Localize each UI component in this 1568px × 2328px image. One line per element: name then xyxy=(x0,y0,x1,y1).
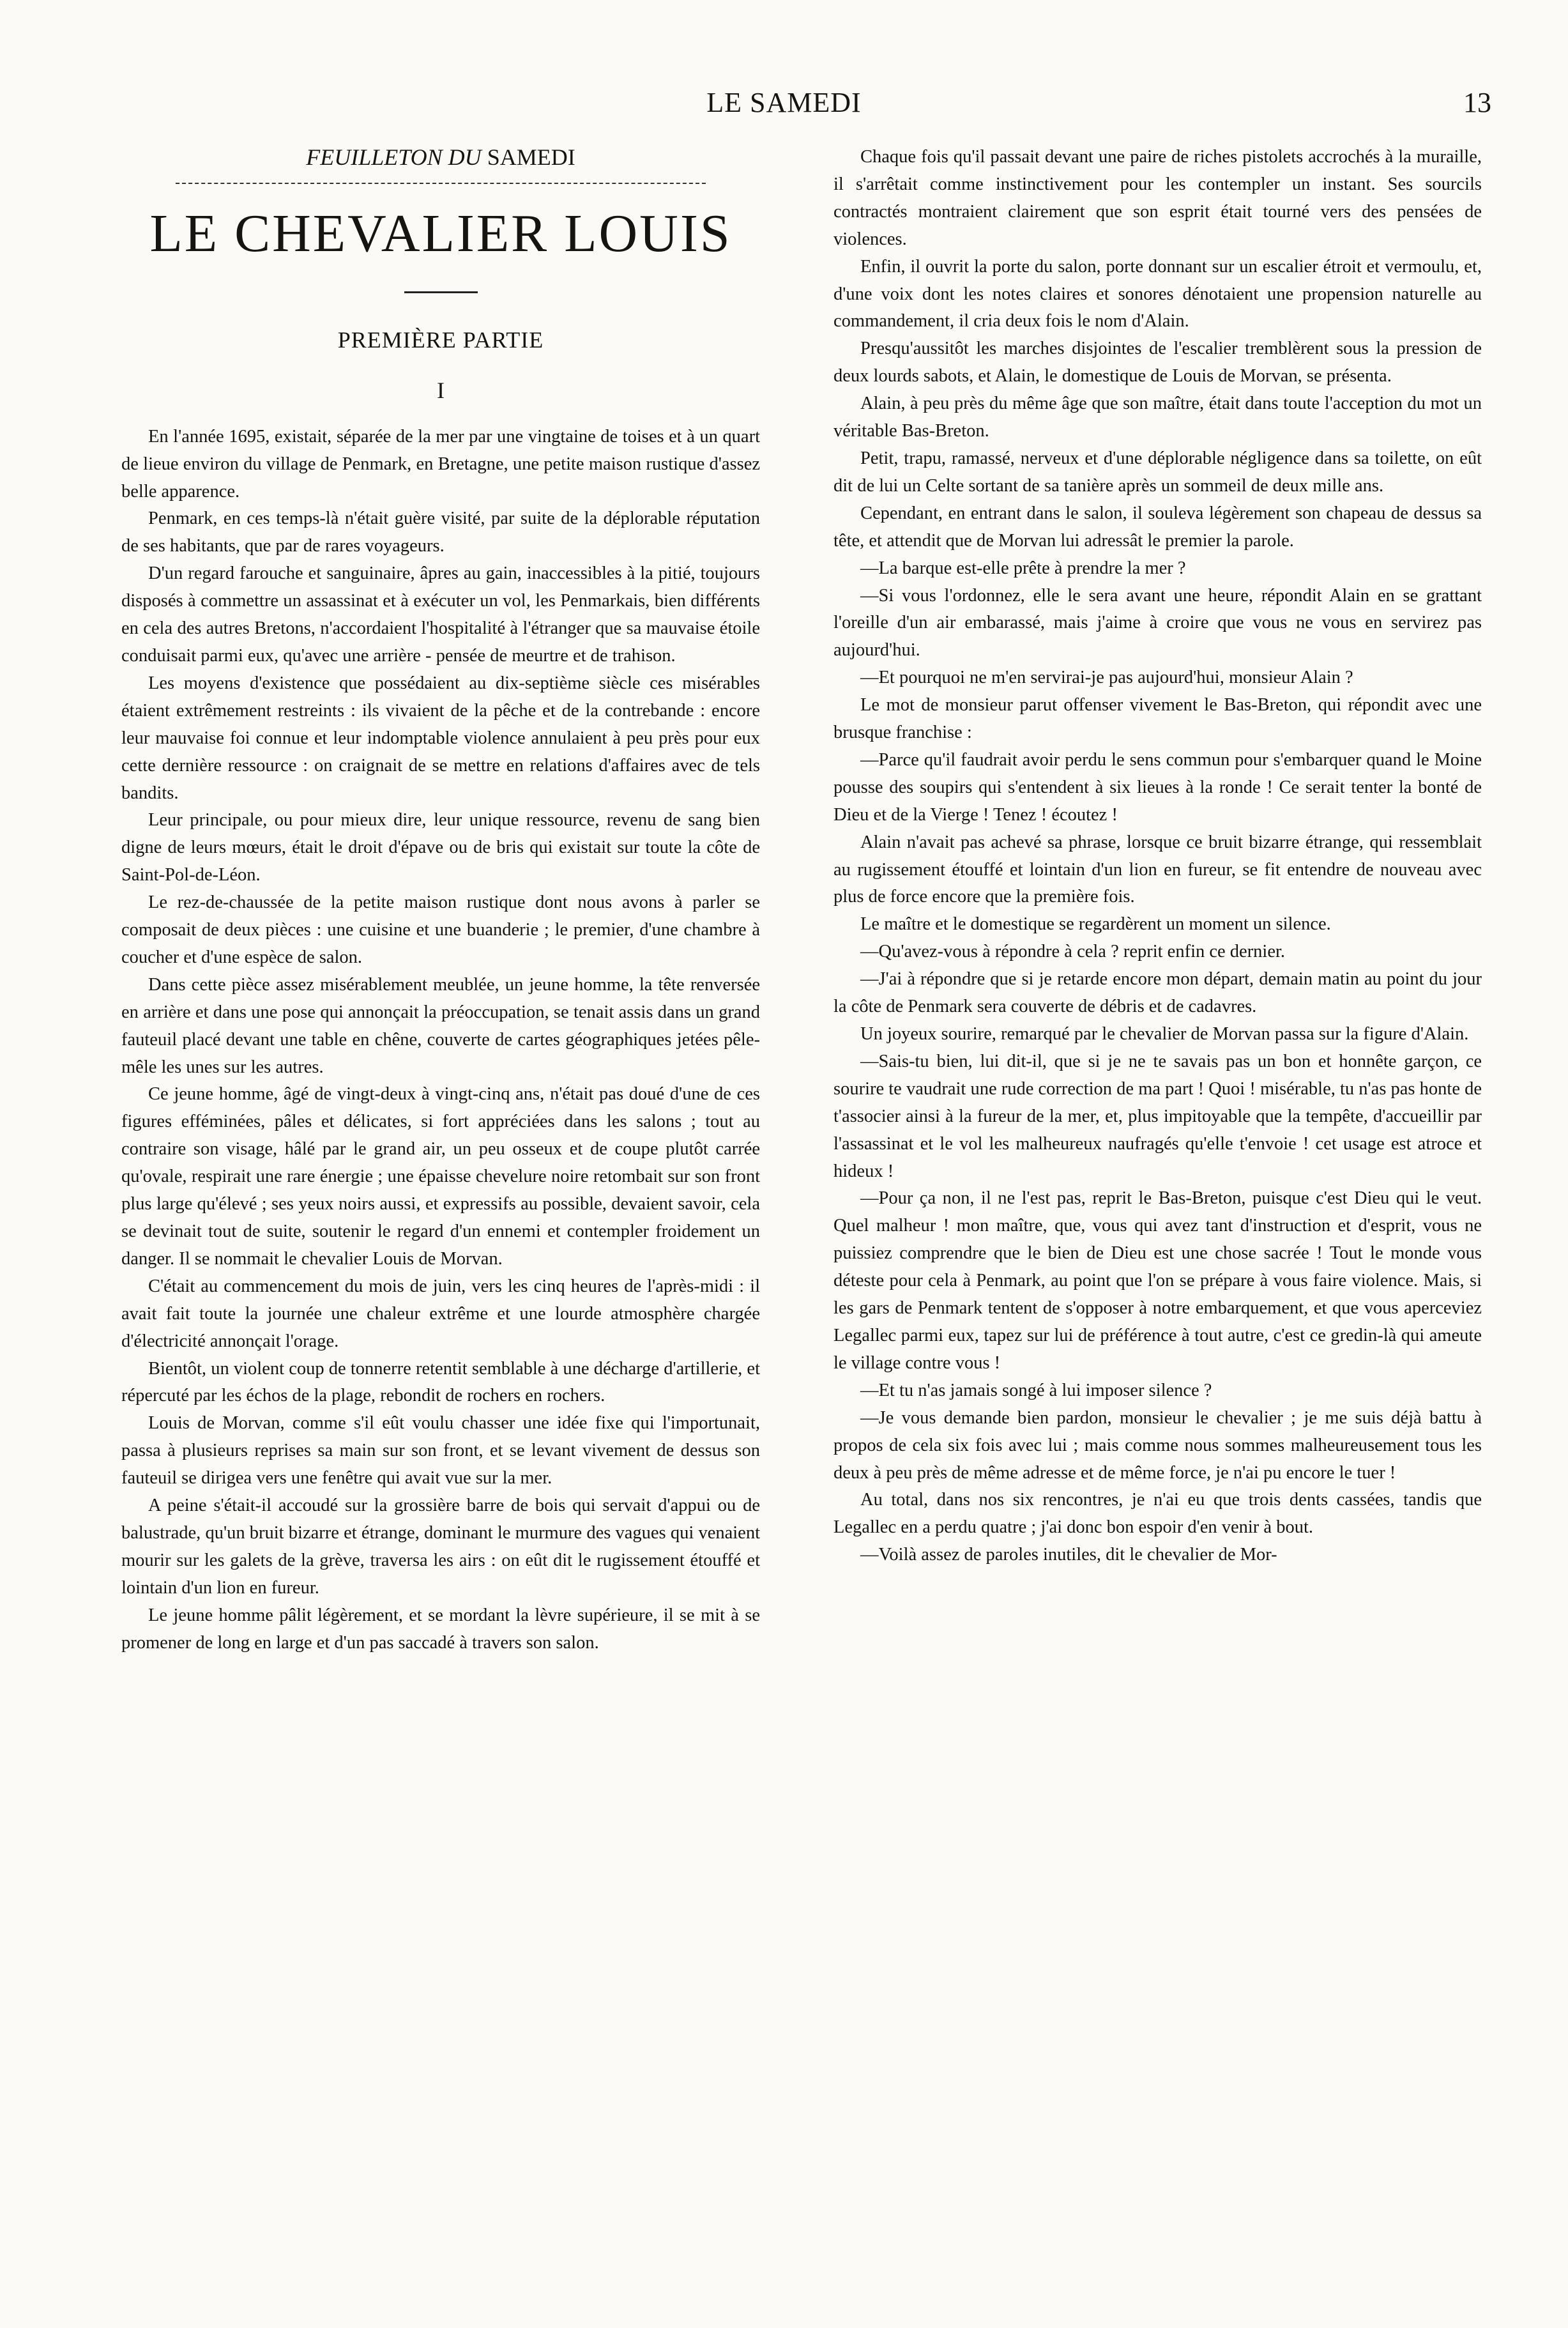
chapter-number: I xyxy=(437,377,445,403)
story-title: LE CHEVALIER LOUIS xyxy=(149,203,732,263)
paragraph: —J'ai à répondre que si je retarde encore mon départ, demain matin au point du jour la côte de Penmark sera couverte de débris et de cadavres. xyxy=(833,969,1482,1017)
paragraph: Un joyeux sourire, remarqué par le chevalier de Morvan passa sur la figure d'Alain. xyxy=(860,1024,1469,1044)
part-title: PREMIÈRE PARTIE xyxy=(337,326,544,353)
paragraph: —La barque est-elle prête à prendre la mer ? xyxy=(860,558,1186,578)
rubric-italic: FEUILLETON DU xyxy=(306,144,482,170)
paragraph: A peine s'était-il accoudé sur la grossière barre de bois qui servait d'appui ou de balustrade, qu'un bruit bizarre et étrange, dominant le murmure des vagues qui venaient mourir sur les galets de la grève, traversa les airs : on eût dit le rugissement étouffé et lointain d'un lion en fureur. xyxy=(121,1496,760,1598)
paragraph: Les moyens d'existence que possédaient au dix-septième siècle ces misérables étaient extrêmement restreints : ils vivaient de la pêche et de la contrebande : encore leur mauvaise foi connue et leur indomptable violence annulaient à peu près pour eux cette dernière ressource : on craignait de se mettre en relations d'affaires avec de tels bandits. xyxy=(121,673,760,803)
paragraph: Au total, dans nos six rencontres, je n'ai eu que trois dents cassées, tandis que Legallec en a perdu quatre ; j'ai donc bon espoir d'en venir à bout. xyxy=(833,1490,1482,1538)
paragraph: Le jeune homme pâlit légèrement, et se mordant la lèvre supérieure, il se mit à se promener de long en large et d'un pas saccadé à travers son salon. xyxy=(121,1605,760,1653)
paragraph: —Pour ça non, il ne l'est pas, reprit le Bas-Breton, puisque c'est Dieu qui le veut. Quel malheur ! mon maître, que, vous qui avez tant d'instruction et d'esprit, vous ne puissiez comprendre que le bien de Dieu est une chose sacrée ! Tout le monde vous déteste pour cela à Penmark, au point que l'on se prépare à vous faire violence. Mais, si les gars de Penmark tentent de s'opposer à notre embarquement, et que vous aperceviez Legallec parmi eux, tapez sur lui de préférence à tout autre, c'est ce gredin-là qui ameute le village contre vous ! xyxy=(833,1188,1482,1373)
paragraph: En l'année 1695, existait, séparée de la mer par une vingtaine de toises et à un quart de lieue environ du village de Penmark, en Bretagne, une petite maison rustique d'assez belle apparence. xyxy=(121,426,760,502)
title-divider xyxy=(404,291,478,293)
paragraph: D'un regard farouche et sanguinaire, âpres au gain, inaccessibles à la pitié, toujours disposés à commettre un assassinat et à exécuter un vol, les Penmarkais, bien différents en cela des autres Bretons, n'accordaient l'hospitalité à l'étranger que sa mauvaise étoile conduisait parmi eux, qu'avec une arrière - pensée de meurtre et de trahison. xyxy=(121,563,760,666)
paragraph: Louis de Morvan, comme s'il eût voulu chasser une idée fixe qui l'importunait, passa à plusieurs reprises sa main sur son front, et se levant vivement de dessus son fauteuil se dirigea vers une fenêtre qui avait vue sur la mer. xyxy=(121,1413,760,1489)
paragraph: Alain, à peu près du même âge que son maître, était dans toute l'acception du mot un véritable Bas-Breton. xyxy=(833,394,1482,441)
running-header xyxy=(0,86,1568,125)
paragraph: —Qu'avez-vous à répondre à cela ? reprit enfin ce dernier. xyxy=(860,942,1286,962)
paragraph: Le rez-de-chaussée de la petite maison rustique dont nous avons à parler se composait de deux pièces : une cuisine et une buanderie ; le premier, d'une chambre à coucher et d'une espèce de salon. xyxy=(121,892,760,967)
paragraph: Presqu'aussitôt les marches disjointes de l'escalier tremblèrent sous la pression de deux lourds sabots, et Alain, le domestique de Louis de Morvan, se présenta. xyxy=(833,339,1482,387)
paragraph: —Voilà assez de paroles inutiles, dit le chevalier de Mor- xyxy=(860,1545,1277,1565)
paragraph: —Et tu n'as jamais songé à lui imposer silence ? xyxy=(860,1380,1212,1400)
right-column-body xyxy=(833,144,1482,1569)
paragraph: Alain n'avait pas achevé sa phrase, lorsque ce bruit bizarre étrange, qui ressemblait au rugissement étouffé et lointain d'un lion en fureur, se fit entendre de nouveau avec plus de force encore que la première fois. xyxy=(833,832,1482,907)
paragraph: Bientôt, un violent coup de tonnerre retentit semblable à une décharge d'artillerie, et répercuté par les échos de la plage, rebondit de rochers en rochers. xyxy=(121,1358,760,1406)
paragraph: —Et pourquoi ne m'en servirai-je pas aujourd'hui, monsieur Alain ? xyxy=(860,668,1353,688)
paragraph: Chaque fois qu'il passait devant une paire de riches pistolets accrochés à la muraille, il s'arrêtait comme instinctivement pour les contempler un instant. Ses sourcils contractés montraient clairement que son esprit était tourné vers des pensées de violences. xyxy=(833,147,1482,249)
newspaper-title: LE SAMEDI xyxy=(706,87,862,118)
paragraph: Leur principale, ou pour mieux dire, leur unique ressource, revenu de sang bien digne de leurs mœurs, était le droit d'épave ou de bris qui existait sur toute la côte de Saint-Pol-de-Léon. xyxy=(121,810,760,885)
left-column xyxy=(121,144,760,1657)
rubric-divider xyxy=(176,183,706,184)
paragraph: Enfin, il ouvrit la porte du salon, porte donnant sur un escalier étroit et vermoulu, et, d'une voix dont les notes claires et sonores dénotaient une propension naturelle au commandement, il cria deux fois le nom d'Alain. xyxy=(833,256,1482,332)
paragraph: Le mot de monsieur parut offenser vivement le Bas-Breton, qui répondit avec une brusque franchise : xyxy=(833,695,1482,743)
paragraph: Penmark, en ces temps-là n'était guère visité, par suite de la déplorable réputation de ses habitants, que par de rares voyageurs. xyxy=(121,509,760,556)
paragraph: Cependant, en entrant dans le salon, il souleva légèrement son chapeau de dessus sa tête, et attendit que de Morvan lui adressât le premier la parole. xyxy=(833,503,1482,551)
paragraph: Le maître et le domestique se regardèrent un moment un silence. xyxy=(860,914,1331,935)
right-column xyxy=(833,144,1482,1569)
rubric-plain: SAMEDI xyxy=(487,144,575,170)
left-column-body xyxy=(121,424,760,1657)
paragraph: Ce jeune homme, âgé de vingt-deux à vingt-cinq ans, n'était pas doué d'une de ces figures efféminées, pâles et délicates, si fort appréciées dans les salons ; tout au contraire son visage, hâlé par le grand air, un peu osseux et de coupe plutôt carrée qu'ovale, respirait une rare énergie ; une épaisse chevelure noire retombait sur son front plus large qu'élevé ; ses yeux noirs aussi, et expressifs au possible, devaient savoir, cela se devinait tout de suite, soutenir le regard d'un ennemi et contempler froidement un danger. Il se nommait le chevalier Louis de Morvan. xyxy=(121,1084,760,1269)
paragraph: Dans cette pièce assez misérablement meublée, un jeune homme, la tête renversée en arrière et dans une pose qui annonçait la préoccupation, se tenait assis dans un grand fauteuil placé devant une table en chêne, couverte de cartes géographiques jetées pêle-mêle les unes sur les autres. xyxy=(121,974,760,1077)
feuilleton-rubric xyxy=(121,144,760,171)
paragraph: —Parce qu'il faudrait avoir perdu le sens commun pour s'embarquer quand le Moine pousse des soupirs qui s'entendent à six lieues à la ronde ! Ce serait tenter la bonté de Dieu et de la Vierge ! Tenez ! écoutez ! xyxy=(833,749,1482,825)
paragraph: —Je vous demande bien pardon, monsieur le chevalier ; je me suis déjà battu à propos de cela six fois avec lui ; mais comme nous sommes malheureusement tous les deux à peu près de même adresse et de même force, je n'ai pu encore le tuer ! xyxy=(833,1407,1482,1483)
paragraph: —Sais-tu bien, lui dit-il, que si je ne te savais pas un bon et honnête garçon, ce sourire te vaudrait une rude correction de ma part ! Quoi ! misérable, tu n'as pas honte de t'associer ainsi à la fureur de la mer, et, plus impitoyable que la tempête, d'accueillir par l'assassinat et le vol les malheureux naufragés qu'elle t'envoie ! cet usage est atroce et hideux ! xyxy=(833,1051,1482,1181)
paragraph: —Si vous l'ordonnez, elle le sera avant une heure, répondit Alain en se grattant l'oreille d'un air embarassé, mais j'aime à croire que vous ne vous en servirez pas aujourd'hui. xyxy=(833,585,1482,661)
paragraph: Petit, trapu, ramassé, nerveux et d'une déplorable négligence dans sa toilette, on eût dit de lui un Celte sortant de sa tanière après un sommeil de deux mille ans. xyxy=(833,448,1482,496)
page-number: 13 xyxy=(1463,87,1491,118)
paragraph: C'était au commencement du mois de juin, vers les cinq heures de l'après-midi : il avait fait toute la journée une chaleur extrême et une lourde atmosphère chargée d'électricité annonçait l'orage. xyxy=(121,1276,760,1351)
